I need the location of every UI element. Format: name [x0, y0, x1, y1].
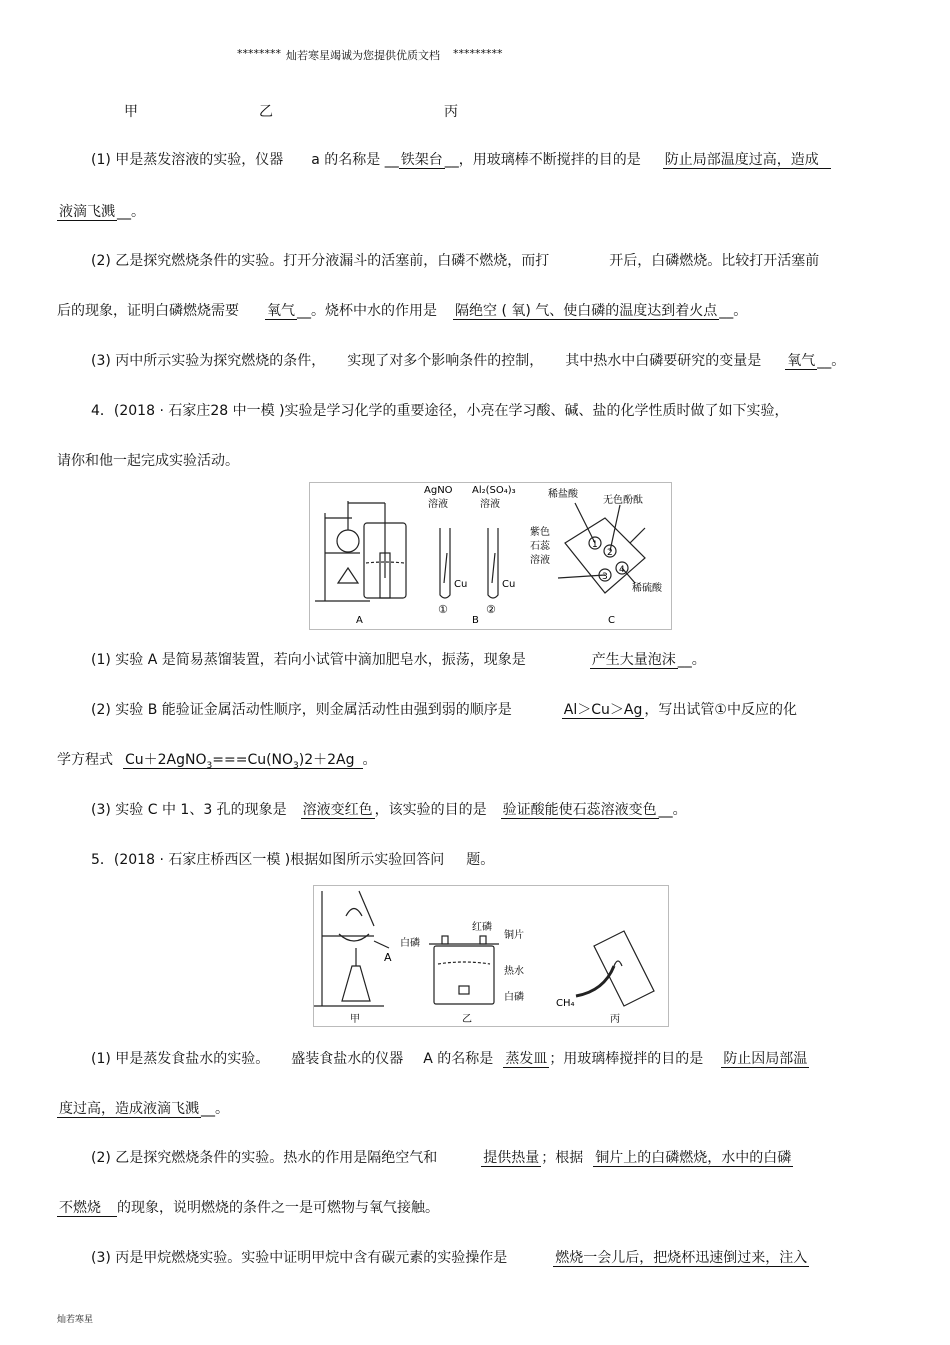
- cu1-label: Cu: [454, 579, 468, 590]
- label-jia: 甲: [124, 104, 138, 120]
- answer-blank: 隔绝空 ( 氧) 气、使白磷的温度达到着火点: [455, 303, 718, 319]
- q5-figure: [313, 885, 669, 1027]
- litmus-label-1: 紫色: [530, 527, 550, 538]
- answer-blank: 提供热量: [483, 1150, 540, 1166]
- q5-p2-line1: (2) 乙是探究燃烧条件的实验。热水的作用是隔绝空气和 提供热量 ；根据 铜片上的白磷燃烧，水中的白磷: [91, 1150, 792, 1166]
- tube2-label: Al₂(SO₄)₃: [472, 485, 516, 496]
- hole-1: 1: [592, 540, 598, 550]
- caption-bing: 丙: [610, 1014, 620, 1025]
- caption-jia: 甲: [350, 1014, 360, 1025]
- q5-p1-line1: (1) 甲是蒸发食盐水的实验。 盛装食盐水的仪器 A 的名称是 蒸发皿 ；用玻璃棒搅拌的目的是 防止因局部温: [91, 1051, 808, 1067]
- answer-blank: 度过高，造成液滴飞溅: [59, 1101, 199, 1117]
- q5-stem: 5．(2018 · 石家庄桥西区一模 )根据如图所示实验回答问 题。: [91, 852, 495, 868]
- acid-label: 稀盐酸: [548, 489, 578, 500]
- caption-a: A: [356, 615, 363, 626]
- q5-p3-line: (3) 丙是甲烷燃烧实验。实验中证明甲烷中含有碳元素的实验操作是 燃烧一会儿后，把烧杯迅速倒过来，注入: [91, 1250, 808, 1266]
- q4-figure: [309, 482, 672, 630]
- apparatus-yi: [429, 936, 499, 1004]
- q5-p2-line2: 不燃烧 的现象，说明燃烧的条件之一是可燃物与氧气接触。: [59, 1200, 439, 1216]
- answer-blank: 铜片上的白磷燃烧，水中的白磷: [595, 1150, 792, 1166]
- answer-blank: 验证酸能使石蕊溶液变色: [502, 802, 657, 818]
- q4-p2-line1: (2) 实验 B 能验证金属活动性顺序，则金属活动性由强到弱的顺序是 Al＞Cu＞Ag ，写出试管①中反应的化: [91, 702, 797, 718]
- answer-blank: 蒸发皿: [505, 1051, 548, 1067]
- apparatus-jia: [314, 891, 389, 1006]
- apparatus-b: [440, 528, 498, 598]
- answer-blank: 铁架台: [400, 152, 443, 168]
- q3-p1-line2: 液滴飞溅 __。: [59, 204, 145, 220]
- apparatus-a: [315, 501, 406, 601]
- reshui-label: 热水: [504, 966, 524, 977]
- answer-blank: 液滴飞溅: [59, 204, 115, 220]
- phenol-label: 无色酚酞: [603, 495, 643, 506]
- sulfuric-label: 稀硫酸: [632, 583, 662, 594]
- q3-p3-line: (3) 丙中所示实验为探究燃烧的条件， 实现了对多个影响条件的控制， 其中热水中白磷要研究的变量是 氧气 __。: [91, 353, 846, 369]
- bailin-label: 白磷: [400, 938, 420, 949]
- answer-blank: 防止因局部温: [723, 1051, 808, 1067]
- answer-blank: Al＞Cu＞Ag: [563, 702, 643, 718]
- q4-stem-line1: 4．(2018 · 石家庄28 中一模 )实验是学习化学的重要途径，小亮在学习酸、碱、盐的化学性质时做了如下实验，: [91, 403, 789, 419]
- caption-yi: 乙: [462, 1014, 472, 1025]
- litmus-label-2: 石蕊: [530, 541, 550, 552]
- q3-p1-line1: (1) 甲是蒸发溶液的实验，仪器 a 的名称是 __ 铁架台 __，用玻璃棒不断搅拌的目的是 防止局部温度过高，造成: [91, 149, 831, 169]
- label-bing: 丙: [444, 104, 458, 120]
- q5-p1-line2: 度过高，造成液滴飞溅 __。: [59, 1101, 229, 1117]
- q5-figure-drawing: [314, 886, 668, 1026]
- label-yi: 乙: [259, 104, 273, 120]
- header-left-mark: ********: [237, 47, 281, 60]
- hole-2: 2: [607, 548, 613, 558]
- hole-4: 4: [619, 565, 625, 575]
- q3-p2-line1: (2) 乙是探究燃烧条件的实验。打开分液漏斗的活塞前，白磷不燃烧，而打 开后，白磷燃烧。比较打开活塞前: [91, 253, 820, 269]
- litmus-label-3: 溶液: [530, 555, 550, 566]
- answer-blank: 燃烧一会儿后，把烧杯迅速倒过来，注入: [555, 1250, 808, 1266]
- q4-stem-line2: 请你和他一起完成实验活动。: [57, 453, 239, 469]
- q3-p2-line2: 后的现象，证明白磷燃烧需要 氧气 __。烧杯中水的作用是 隔绝空 ( 氧) 气、使白磷的温度达到着火点 __。: [57, 303, 748, 319]
- tube1-label: AgNO: [424, 485, 453, 496]
- q4-p2-line2: 学方程式 $Cu+2AgNO_3===Cu(NO_3)2+2Ag$ 。: [57, 752, 377, 771]
- tube-number-1: ①: [438, 603, 448, 616]
- caption-c: C: [608, 615, 615, 626]
- tongpian-label: 铜片: [504, 930, 524, 941]
- header-right-mark: *********: [453, 47, 503, 60]
- footer-text: 灿若寒星: [57, 1315, 94, 1325]
- answer-blank: 溶液变红色: [302, 802, 373, 818]
- apparatus-bing: [576, 931, 654, 1006]
- honglin-label: 红磷: [472, 922, 492, 933]
- answer-blank: 不燃烧: [57, 1200, 117, 1217]
- caption-b: B: [472, 615, 479, 626]
- tube2-sub: 溶液: [480, 499, 500, 510]
- q4-figure-drawing: [310, 483, 671, 629]
- answer-blank: 防止局部温度过高，造成: [663, 152, 831, 169]
- answer-blank: 氧气: [267, 303, 295, 319]
- header-title: 灿若寒星竭诚为您提供优质文档: [286, 49, 440, 62]
- cu2-label: Cu: [502, 579, 516, 590]
- q4-p1-line: (1) 实验 A 是简易蒸馏装置，若向小试管中滴加肥皂水，振荡，现象是 产生大量泡沫 __。: [91, 652, 706, 668]
- answer-blank: 氧气: [787, 353, 816, 369]
- label-a: A: [384, 951, 392, 964]
- hole-3: 3: [602, 572, 608, 582]
- q4-p3-line: (3) 实验 C 中 1、3 孔的现象是 溶液变红色 ，该实验的目的是 验证酸能使石蕊溶液变色 __。: [91, 802, 687, 818]
- tube-number-2: ②: [486, 603, 496, 616]
- tube1-sub: 溶液: [428, 499, 448, 510]
- ch4-label: CH₄: [556, 998, 575, 1009]
- equation-blank: $Cu+2AgNO_3===Cu(NO_3)2+2Ag$: [123, 752, 363, 769]
- answer-blank: 产生大量泡沫: [591, 652, 676, 668]
- bailin2-label: 白磷: [504, 992, 524, 1003]
